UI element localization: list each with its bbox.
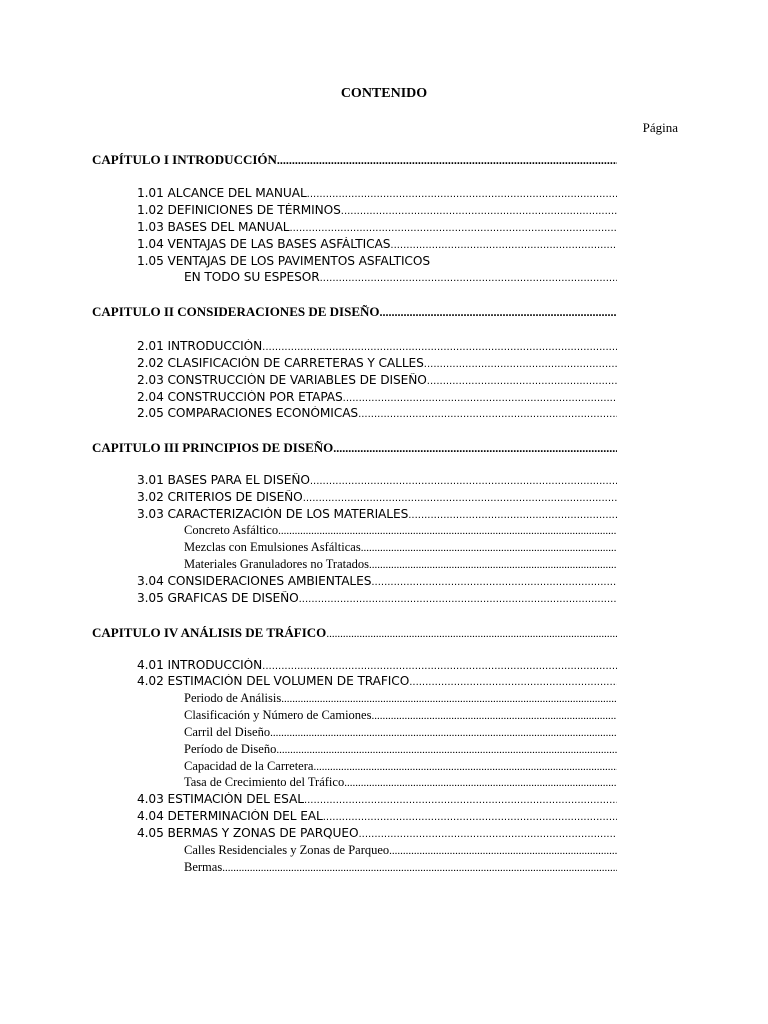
toc-section xyxy=(0,809,617,827)
toc-entry-text: 3.05 GRAFICAS DE DISEÑO xyxy=(137,591,299,605)
toc-entry-text: 1.02 DEFINICIONES DE TÉRMINOS xyxy=(137,203,341,217)
toc-subsection xyxy=(0,775,617,793)
toc-entry-text: 1.01 ALCANCE DEL MANUAL xyxy=(137,186,307,200)
toc-leader-dots xyxy=(358,409,617,420)
toc-entry-text: 2.01 INTRODUCCIÓN xyxy=(137,339,263,353)
toc-leader-dots xyxy=(289,223,617,234)
toc-section xyxy=(0,574,617,592)
toc-entry-text: 4.01 INTRODUCCIÓN xyxy=(137,658,263,672)
toc-leader-dots xyxy=(281,693,617,705)
toc-entry-text: Carril del Diseño xyxy=(184,725,271,739)
toc-leader-dots xyxy=(326,628,617,640)
toc-subsection xyxy=(0,725,617,743)
toc-entry-text: 2.04 CONSTRUCCIÓN POR ETAPAS xyxy=(137,390,343,404)
toc-section xyxy=(0,473,617,491)
toc-entry-text: Materiales Granuladores no Tratados xyxy=(184,557,370,571)
toc-leader-dots xyxy=(304,795,617,806)
toc-entry-text: 2.03 CONSTRUCCIÓN DE VARIABLES DE DISEÑO xyxy=(137,373,427,387)
toc-entry-text: Mezclas con Emulsiones Asfálticas xyxy=(184,540,361,554)
toc-entry-text: Período de Diseño xyxy=(184,742,277,756)
toc-leader-dots xyxy=(424,359,617,370)
toc-leader-dots xyxy=(358,829,617,840)
toc-entry-text: 3.04 CONSIDERACIONES AMBIENTALES xyxy=(137,574,372,588)
toc-leader-dots xyxy=(278,525,617,537)
toc-leader-dots xyxy=(371,710,617,722)
toc-entry-text: 3.03 CARACTERIZACIÓN DE LOS MATERIALES xyxy=(137,507,409,521)
toc-subsection xyxy=(0,742,617,760)
toc-section xyxy=(0,406,617,424)
toc-entry-text: Clasificación y Número de Camiones xyxy=(184,708,372,722)
toc-leader-dots xyxy=(276,744,617,756)
toc-entry-text: 2.02 CLASIFICACIÓN DE CARRETERAS Y CALLES xyxy=(137,356,424,370)
toc-leader-dots xyxy=(341,206,617,217)
toc-leader-dots xyxy=(371,577,617,588)
toc-entry-text: CAPITULO IV ANÁLISIS DE TRÁFICO xyxy=(92,625,327,640)
toc-leader-dots xyxy=(344,777,617,789)
toc-leader-dots xyxy=(390,240,617,251)
toc-leader-dots xyxy=(389,845,617,857)
toc-leader-dots xyxy=(369,559,617,571)
toc-leader-dots xyxy=(262,661,617,672)
toc-entry-text: 4.04 DETERMINACIÓN DEL EAL xyxy=(137,809,323,823)
toc-leader-dots xyxy=(299,594,617,605)
toc-entry-text: Concreto Asfáltico xyxy=(184,523,279,537)
toc-section xyxy=(0,237,617,255)
toc-leader-dots xyxy=(313,761,617,773)
toc-entry-text: CAPITULO III PRINCIPIOS DE DISEÑO xyxy=(92,440,334,455)
toc-leader-dots xyxy=(427,376,617,387)
toc-chapter xyxy=(0,440,617,458)
toc-leader-dots xyxy=(408,510,617,521)
toc-section xyxy=(0,186,617,204)
toc-leader-dots xyxy=(323,812,617,823)
toc-subsection xyxy=(0,691,617,709)
toc-leader-dots xyxy=(277,153,617,168)
toc-entry-text: Calles Residenciales y Zonas de Parqueo xyxy=(184,843,390,857)
toc-section-continuation xyxy=(0,270,617,288)
toc-entry-text: EN TODO SU ESPESOR xyxy=(184,270,320,284)
toc-entry-text: Capacidad de la Carretera xyxy=(184,759,314,773)
toc-section xyxy=(0,203,617,221)
toc-entry-text: 2.05 COMPARACIONES ECONÓMICAS xyxy=(137,406,359,420)
toc-subsection xyxy=(0,708,617,726)
toc-leader-dots xyxy=(343,393,617,404)
toc-leader-dots xyxy=(270,727,617,739)
toc-subsection xyxy=(0,843,617,861)
toc-leader-dots xyxy=(222,862,617,874)
toc-section xyxy=(0,591,617,609)
toc-entry-text: Tasa de Crecimiento del Tráfico xyxy=(184,775,345,789)
toc-entry-text: 1.04 VENTAJAS DE LAS BASES ASFÁLTICAS xyxy=(137,237,391,251)
toc-leader-dots xyxy=(333,441,617,456)
toc-chapter xyxy=(0,625,617,643)
toc-entry-text: CAPITULO II CONSIDERACIONES DE DISEÑO xyxy=(92,304,380,319)
toc-subsection xyxy=(0,557,617,575)
toc-entry-text: 1.05 VENTAJAS DE LOS PAVIMENTOS ASFALTICOS xyxy=(137,254,430,268)
toc-entry-text: 4.02 ESTIMACIÓN DEL VOLUMEN DE TRAFICO xyxy=(137,674,410,688)
toc-entry-text: 3.01 BASES PARA EL DISEÑO xyxy=(137,473,310,487)
toc-entry-text: 3.02 CRITERIOS DE DISEÑO xyxy=(137,490,303,504)
toc-section xyxy=(0,826,617,844)
toc-leader-dots xyxy=(409,677,617,688)
toc-chapter xyxy=(0,152,617,170)
toc-entry-text: CAPÍTULO I INTRODUCCIÓN xyxy=(92,152,277,167)
toc-chapter xyxy=(0,304,617,322)
toc-subsection xyxy=(0,540,617,558)
toc-section xyxy=(0,220,617,238)
toc-entry-text: Periodo de Análisis xyxy=(184,691,282,705)
toc-leader-dots xyxy=(310,476,617,487)
toc-leader-dots xyxy=(262,342,617,353)
toc-leader-dots xyxy=(361,542,617,554)
toc-subsection xyxy=(0,523,617,541)
toc-leader-dots xyxy=(380,305,617,320)
toc-entry-text: 4.05 BERMAS Y ZONAS DE PARQUEO xyxy=(137,826,359,840)
page-column-header: Página xyxy=(642,120,678,135)
toc-section xyxy=(0,674,617,692)
toc-section xyxy=(0,792,617,810)
toc-title: CONTENIDO xyxy=(340,86,428,101)
toc-section xyxy=(0,339,617,357)
toc-entry-text: 1.03 BASES DEL MANUAL xyxy=(137,220,290,234)
toc-section xyxy=(0,490,617,508)
toc-section xyxy=(0,356,617,374)
toc-entry-text: 4.03 ESTIMACIÓN DEL ESAL xyxy=(137,792,304,806)
toc-subsection xyxy=(0,860,617,878)
toc-leader-dots xyxy=(303,493,617,504)
toc-leader-dots xyxy=(307,189,617,200)
toc-entry-text: Bermas xyxy=(184,860,223,874)
toc-leader-dots xyxy=(320,273,617,284)
toc-section xyxy=(0,373,617,391)
